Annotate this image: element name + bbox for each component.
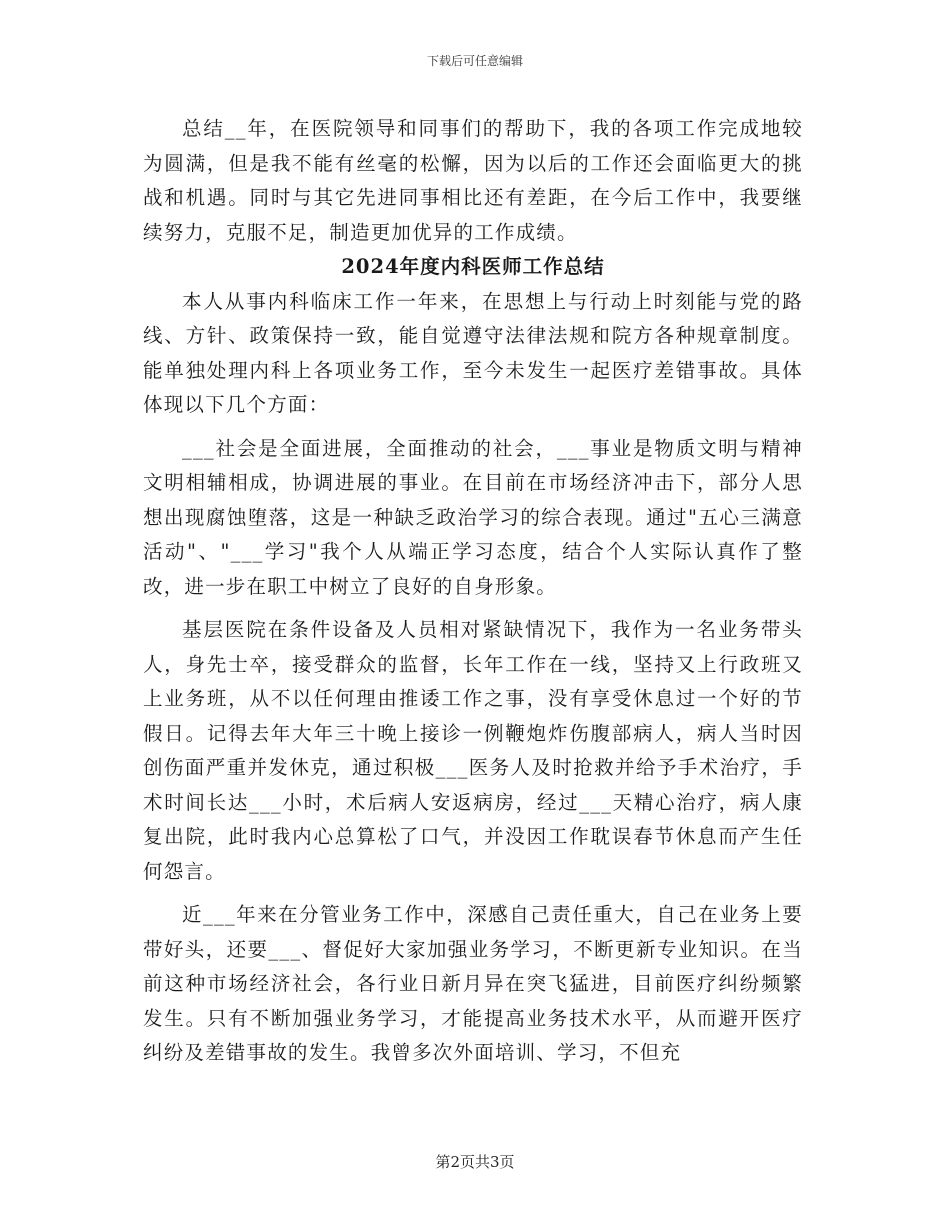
body-paragraph: ___社会是全面进展，全面推动的社会，___事业是物质文明与精神文明相辅相成，协调进展的事业。在目前在市场经济冲击下，部分人思想出现腐蚀堕落，这是一种缺乏政治学习的综合表现。通过"五心三满意活动"、"___学习"我个人从端正学习态度，结合个人实际认真作了整改，进一步在职工中树立了良好的自身形象。 xyxy=(143,436,803,598)
page-number: 第2页共3页 xyxy=(435,1153,515,1171)
header-note: 下载后可任意编辑 xyxy=(426,54,523,68)
body-paragraph: 基层医院在条件设备及人员相对紧缺情况下，我作为一名业务带头人，身先士卒，接受群众的监督，长年工作在一线，坚持又上行政班又上业务班，从不以任何理由推诿工作之事，没有享受休息过一个好的节假日。记得去年大年三十晚上接诊一例鞭炮炸伤腹部病人，病人当时因创伤面严重并发休克，通过积极___医务人及时抢救并给予手术治疗，手术时间长达___小时，术后病人安返病房，经过___天精心治疗，病人康复出院，此时我内心总算松了口气，并没因工作耽误春节休息而产生任何怨言。 xyxy=(143,618,803,883)
body-paragraph: 近___年来在分管业务工作中，深感自己责任重大，自己在业务上要带好头，还要___、督促好大家加强业务学习，不断更新专业知识。在当前这种市场经济社会，各行业日新月异在突飞猛进，目前医疗纠纷频繁发生。只有不断加强业务学习，才能提高业务技术水平，从而避开医疗纠纷及差错事故的发生。我曾多次外面培训、学习，不但充 xyxy=(143,903,803,1064)
body-paragraph: 本人从事内科临床工作一年来，在思想上与行动上时刻能与党的路线、方针、政策保持一致，能自觉遵守法律法规和院方各种规章制度。能单独处理内科上各项业务工作，至今未发生一起医疗差错事故。具体体现以下几个方面： xyxy=(143,289,803,416)
document-title: 2024年度内科医师工作总结 xyxy=(341,255,605,278)
intro-paragraph: 总结__年，在医院领导和同事们的帮助下，我的各项工作完成地较为圆满，但是我不能有丝毫的松懈，因为以后的工作还会面临更大的挑战和机遇。同时与其它先进同事相比还有差距，在今后工作中，我要继续努力，克服不足，制造更加优异的工作成绩。 xyxy=(143,117,803,244)
document-body xyxy=(143,112,803,1071)
